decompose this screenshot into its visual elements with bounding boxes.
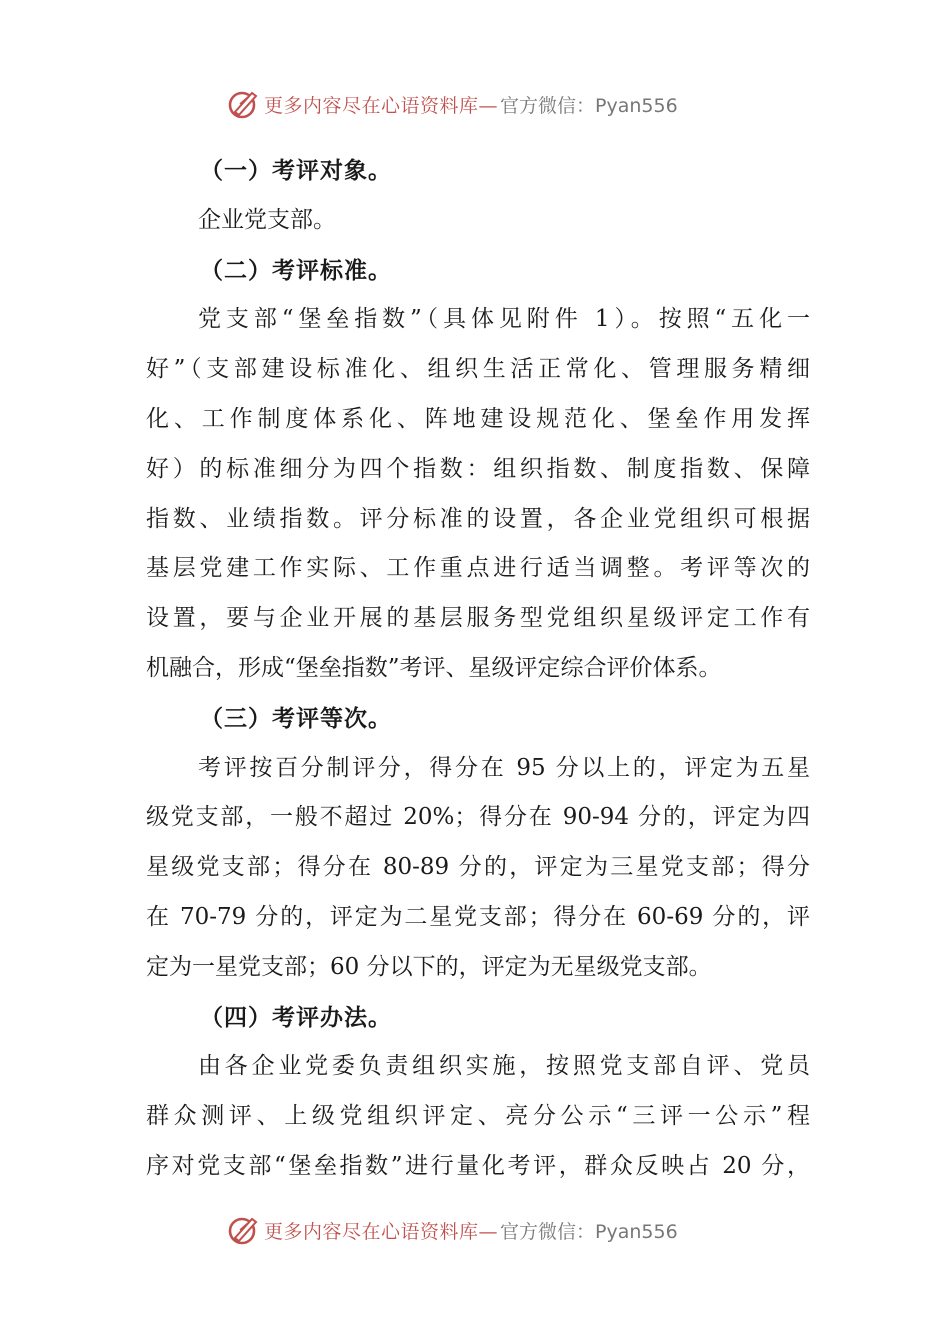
paragraph-line: 机融合，形成“堡垒指数”考评、星级评定综合评价体系。 xyxy=(146,654,722,681)
paragraph-line: 序对党支部“堡垒指数”进行量化考评，群众反映占 20 分， xyxy=(146,1152,810,1179)
heading-exam-method: （四）考评办法。 xyxy=(200,1003,392,1031)
paragraph-line: 指数、业绩指数。评分标准的设置，各企业党组织可根据 xyxy=(146,505,810,532)
paragraph-line: 考评按百分制评分，得分在 95 分以上的，评定为五星 xyxy=(198,754,810,781)
paragraph-line: 化、工作制度体系化、阵地建设规范化、堡垒作用发挥 xyxy=(146,405,810,432)
watermark-text: 更多内容尽在心语资料库— xyxy=(264,1220,499,1243)
paragraph-line: 定为一星党支部；60 分以下的，评定为无星级党支部。 xyxy=(146,953,712,980)
paragraph-line: 星级党支部；得分在 80-89 分的，评定为三星党支部；得分 xyxy=(146,854,810,881)
heading-exam-standard: （二）考评标准。 xyxy=(200,256,392,284)
paragraph-line: 党支部“堡垒指数”（具体见附件 1）。按照“五化一 xyxy=(198,306,810,333)
pen-logo-icon xyxy=(226,1213,260,1247)
watermark-contact: 官方微信：Pyan556 xyxy=(500,94,678,117)
paragraph-line: 设置，要与企业开展的基层服务型党组织星级评定工作有 xyxy=(146,605,810,632)
header-watermark xyxy=(226,86,678,122)
paragraph-line: 级党支部，一般不超过 20%；得分在 90-94 分的，评定为四 xyxy=(146,804,810,831)
watermark-text: 更多内容尽在心语资料库— xyxy=(264,94,499,117)
paragraph-line: 在 70-79 分的，评定为二星党支部；得分在 60-69 分的，评 xyxy=(146,903,810,930)
paragraph-line: 好）的标准细分为四个指数：组织指数、制度指数、保障 xyxy=(146,455,810,482)
paragraph-line: 企业党支部。 xyxy=(198,206,336,233)
pen-logo-icon xyxy=(226,87,260,121)
paragraph-line: 基层党建工作实际、工作重点进行适当调整。考评等次的 xyxy=(146,555,810,582)
footer-watermark xyxy=(226,1212,678,1248)
heading-exam-object: （一）考评对象。 xyxy=(200,157,392,184)
paragraph-line: 好”（支部建设标准化、组织生活正常化、管理服务精细 xyxy=(146,356,810,383)
paragraph-line: 群众测评、上级党组织评定、亮分公示“三评一公示”程 xyxy=(146,1103,810,1130)
paragraph-line: 由各企业党委负责组织实施，按照党支部自评、党员 xyxy=(198,1053,810,1080)
document-body xyxy=(146,146,810,1192)
heading-exam-grade: （三）考评等次。 xyxy=(200,704,392,732)
watermark-contact: 官方微信：Pyan556 xyxy=(500,1220,678,1243)
